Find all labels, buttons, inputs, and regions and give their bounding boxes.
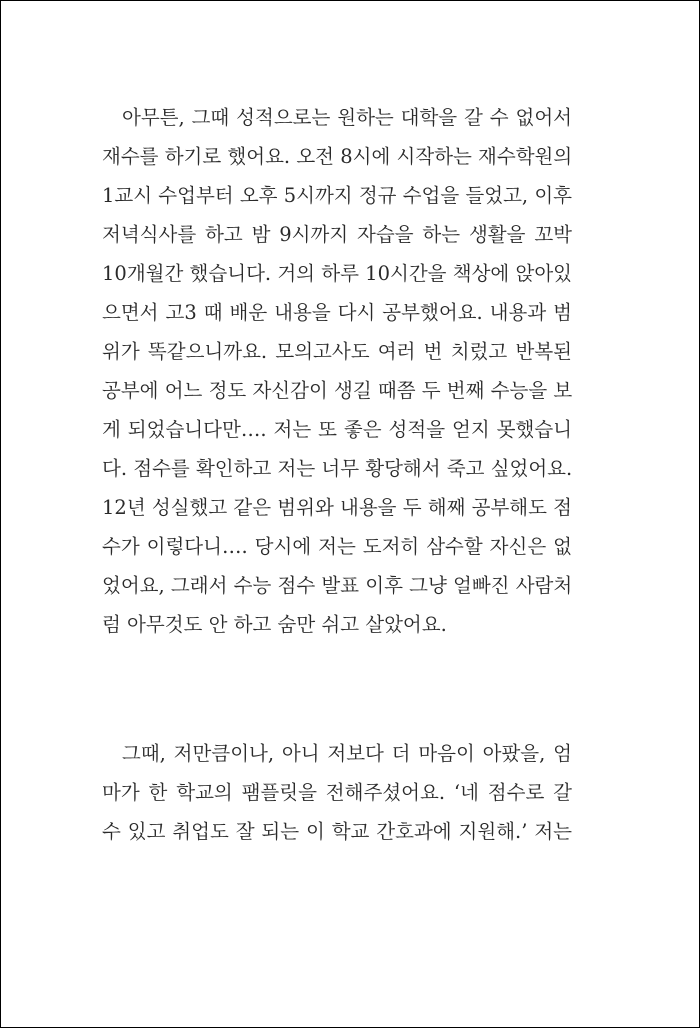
- text-line: 었어요, 그래서 수능 점수 발표 이후 그냥 얼빠진 사람처: [102, 574, 573, 597]
- text-line: 위가 똑같으니까요. 모의고사도 여러 번 치렀고 반복된: [102, 340, 572, 363]
- paragraph-1: [102, 98, 572, 644]
- text-line: 12년 성실했고 같은 범위와 내용을 두 해째 공부해도 점: [102, 496, 572, 519]
- text-line: 아무튼, 그때 성적으로는 원하는 대학을 갈 수 없어서: [122, 106, 572, 129]
- text-line: 마가 한 학교의 팸플릿을 전해주셨어요. ‘네 점수로 갈: [102, 781, 572, 804]
- paragraph-2: [102, 734, 572, 851]
- text-line: 10개월간 했습니다. 거의 하루 10시간을 책상에 앉아있: [102, 262, 572, 285]
- text-line: 공부에 어느 정도 자신감이 생길 때쯤 두 번째 수능을 보: [102, 379, 573, 402]
- text-line: 재수를 하기로 했어요. 오전 8시에 시작하는 재수학원의: [102, 145, 573, 168]
- text-line: 저녁식사를 하고 밤 9시까지 자습을 하는 생활을 꼬박: [102, 223, 572, 246]
- text-line: 수 있고 취업도 잘 되는 이 학교 간호과에 지원해.’ 저는: [102, 820, 572, 843]
- text-line: 으면서 고3 때 배운 내용을 다시 공부했어요. 내용과 범: [102, 301, 572, 324]
- text-line: 럼 아무것도 안 하고 숨만 쉬고 살았어요.: [102, 613, 447, 636]
- text-line: 다. 점수를 확인하고 저는 너무 황당해서 죽고 싶었어요.: [102, 457, 573, 480]
- text-line: 1교시 수업부터 오후 5시까지 정규 수업을 들었고, 이후: [102, 184, 572, 207]
- text-line: 그때, 저만큼이나, 아니 저보다 더 마음이 아팠을, 엄: [122, 742, 572, 765]
- text-line: 게 되었습니다만…. 저는 또 좋은 성적을 얻지 못했습니: [102, 418, 572, 441]
- text-line: 수가 이렇다니…. 당시에 저는 도저히 삼수할 자신은 없: [102, 535, 572, 558]
